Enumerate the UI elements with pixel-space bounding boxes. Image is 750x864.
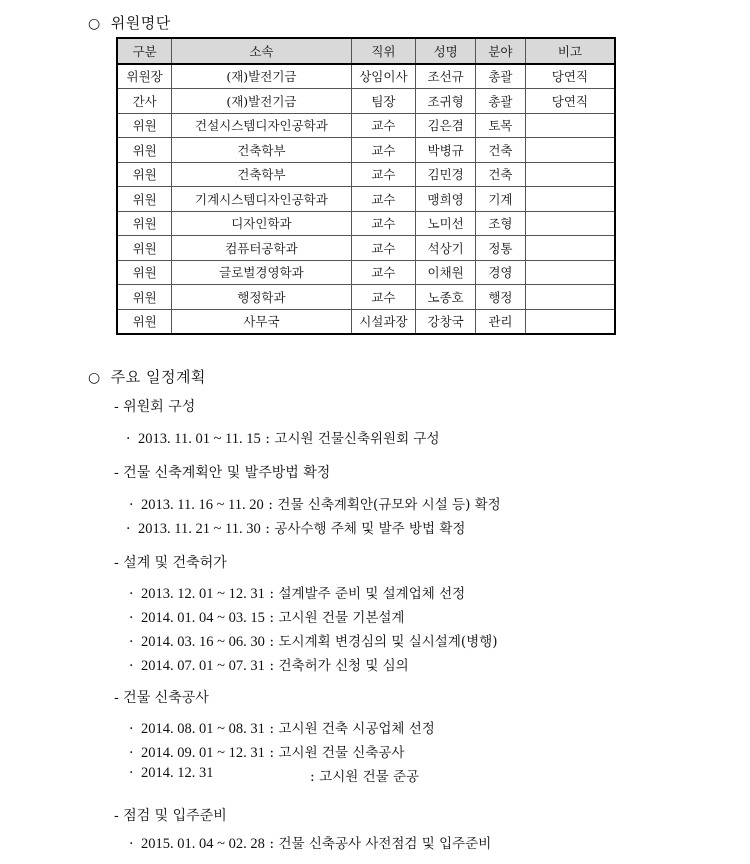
cell-category: 위원 bbox=[117, 309, 172, 334]
cell-name: 노종호 bbox=[416, 285, 476, 310]
schedule-description: 건축허가 신청 및 심의 bbox=[278, 658, 409, 674]
cell-position: 팀장 bbox=[351, 89, 416, 114]
dot-bullet-icon: · bbox=[129, 610, 134, 626]
dot-bullet-icon: · bbox=[129, 634, 134, 650]
cell-field: 관리 bbox=[476, 309, 526, 334]
schedule-description: 고시원 건물신축위원회 구성 bbox=[274, 431, 440, 447]
schedule-item bbox=[129, 606, 404, 627]
cell-name: 노미선 bbox=[416, 211, 476, 236]
cell-position: 상임이사 bbox=[351, 64, 416, 89]
cell-field: 기계 bbox=[476, 187, 526, 212]
header-field: 분야 bbox=[476, 38, 526, 64]
dot-bullet-icon: · bbox=[129, 721, 134, 737]
schedule-separator: : bbox=[269, 836, 275, 852]
cell-note bbox=[525, 138, 615, 163]
cell-position: 교수 bbox=[351, 162, 416, 187]
schedule-date: 2014. 09. 01 ~ 12. 31 bbox=[141, 745, 265, 761]
members-table bbox=[116, 37, 616, 335]
cell-affiliation: 건축학부 bbox=[172, 138, 351, 163]
schedule-heading: - 건물 신축계획안 및 발주방법 확정 bbox=[114, 465, 331, 481]
table-row bbox=[117, 309, 615, 334]
cell-name: 조귀형 bbox=[416, 89, 476, 114]
schedule-description: 설계발주 준비 및 설계업체 선정 bbox=[278, 586, 466, 602]
schedule-item bbox=[129, 741, 404, 762]
schedule-item bbox=[126, 427, 439, 448]
dot-bullet-icon: · bbox=[129, 586, 134, 602]
schedule-date: 2013. 11. 16 ~ 11. 20 bbox=[141, 497, 264, 513]
schedule-date: 2014. 08. 01 ~ 08. 31 bbox=[141, 721, 265, 737]
dot-bullet-icon: · bbox=[126, 431, 131, 447]
cell-affiliation: (재)발전기금 bbox=[172, 64, 351, 89]
cell-position: 교수 bbox=[351, 211, 416, 236]
schedule-description: 건물 신축계획안(규모와 시설 등) 확정 bbox=[277, 497, 501, 513]
cell-category: 위원 bbox=[117, 113, 172, 138]
circle-bullet-icon: ○ bbox=[88, 16, 101, 32]
cell-position: 교수 bbox=[351, 187, 416, 212]
dot-bullet-icon: · bbox=[129, 658, 134, 674]
schedule-item bbox=[129, 717, 435, 738]
cell-category: 위원 bbox=[117, 260, 172, 285]
header-name: 성명 bbox=[416, 38, 476, 64]
schedule-description: 건물 신축공사 사전점검 및 입주준비 bbox=[278, 836, 492, 852]
cell-name: 조선규 bbox=[416, 64, 476, 89]
cell-affiliation: 행정학과 bbox=[172, 285, 351, 310]
table-row bbox=[117, 64, 615, 89]
schedule-separator: : bbox=[265, 431, 270, 447]
cell-affiliation: 사무국 bbox=[172, 309, 351, 334]
schedule-description: 고시원 건물 기본설계 bbox=[278, 610, 405, 626]
cell-note bbox=[525, 187, 615, 212]
cell-name: 김민경 bbox=[416, 162, 476, 187]
schedule-separator: : bbox=[269, 658, 275, 674]
schedule-date: 2014. 01. 04 ~ 03. 15 bbox=[141, 610, 265, 626]
schedule-date: 2015. 01. 04 ~ 02. 28 bbox=[141, 836, 265, 852]
cell-note bbox=[525, 162, 615, 187]
schedule-item bbox=[129, 582, 465, 603]
cell-position: 시설과장 bbox=[351, 309, 416, 334]
cell-name: 석상기 bbox=[416, 236, 476, 261]
schedule-description: 고시원 건축 시공업체 선정 bbox=[278, 721, 435, 737]
cell-position: 교수 bbox=[351, 138, 416, 163]
section-title-text: 주요 일정계획 bbox=[110, 368, 206, 386]
cell-field: 토목 bbox=[476, 113, 526, 138]
schedule-separator: : bbox=[269, 721, 275, 737]
cell-affiliation: (재)발전기금 bbox=[172, 89, 351, 114]
schedule-separator: : bbox=[268, 497, 273, 513]
cell-position: 교수 bbox=[351, 113, 416, 138]
table-row bbox=[117, 211, 615, 236]
section-members-title bbox=[88, 12, 171, 33]
header-category: 구분 bbox=[117, 38, 172, 64]
header-position: 직위 bbox=[351, 38, 416, 64]
cell-name: 강창국 bbox=[416, 309, 476, 334]
schedule-date: 2013. 12. 01 ~ 12. 31 bbox=[141, 586, 265, 602]
dot-bullet-icon: · bbox=[129, 497, 134, 513]
schedule-separator: : bbox=[269, 586, 275, 602]
cell-affiliation: 컴퓨터공학과 bbox=[172, 236, 351, 261]
cell-field: 건축 bbox=[476, 138, 526, 163]
cell-name: 김은겸 bbox=[416, 113, 476, 138]
cell-category: 위원장 bbox=[117, 64, 172, 89]
table-row bbox=[117, 285, 615, 310]
table-row bbox=[117, 236, 615, 261]
section-schedule-title bbox=[88, 366, 206, 387]
table-row bbox=[117, 113, 615, 138]
cell-position: 교수 bbox=[351, 285, 416, 310]
schedule-date: 2014. 07. 01 ~ 07. 31 bbox=[141, 658, 265, 674]
cell-note bbox=[525, 260, 615, 285]
cell-category: 위원 bbox=[117, 211, 172, 236]
cell-field: 건축 bbox=[476, 162, 526, 187]
cell-note bbox=[525, 236, 615, 261]
dot-bullet-icon: · bbox=[129, 745, 134, 761]
dot-bullet-icon: · bbox=[126, 521, 131, 537]
cell-name: 맹희영 bbox=[416, 187, 476, 212]
cell-position: 교수 bbox=[351, 236, 416, 261]
header-note: 비고 bbox=[525, 38, 615, 64]
schedule-item bbox=[126, 517, 465, 538]
schedule-heading: - 위원회 구성 bbox=[114, 399, 196, 415]
schedule-date: 2014. 12. 31 bbox=[141, 765, 214, 781]
cell-note bbox=[525, 211, 615, 236]
cell-note bbox=[525, 285, 615, 310]
section-title-text: 위원명단 bbox=[110, 14, 171, 32]
header-affiliation: 소속 bbox=[172, 38, 351, 64]
cell-affiliation: 글로벌경영학과 bbox=[172, 260, 351, 285]
cell-field: 경영 bbox=[476, 260, 526, 285]
table-row bbox=[117, 89, 615, 114]
cell-category: 간사 bbox=[117, 89, 172, 114]
schedule-description: 도시계획 변경심의 및 실시설계(병행) bbox=[278, 634, 498, 650]
schedule-heading: - 설계 및 건축허가 bbox=[114, 555, 227, 571]
schedule-separator: : bbox=[269, 745, 275, 761]
schedule-item bbox=[129, 832, 491, 853]
cell-position: 교수 bbox=[351, 260, 416, 285]
schedule-item bbox=[129, 493, 501, 514]
cell-note: 당연직 bbox=[525, 89, 615, 114]
cell-field: 조형 bbox=[476, 211, 526, 236]
cell-field: 행정 bbox=[476, 285, 526, 310]
dot-bullet-icon: · bbox=[129, 836, 134, 852]
cell-category: 위원 bbox=[117, 138, 172, 163]
schedule-item bbox=[129, 654, 409, 675]
cell-note: 당연직 bbox=[525, 64, 615, 89]
table-row bbox=[117, 162, 615, 187]
cell-category: 위원 bbox=[117, 285, 172, 310]
cell-name: 이채원 bbox=[416, 260, 476, 285]
cell-affiliation: 건설시스템디자인공학과 bbox=[172, 113, 351, 138]
schedule-separator: : bbox=[265, 521, 270, 537]
schedule-item bbox=[129, 765, 214, 782]
schedule-description: 고시원 건물 준공 bbox=[319, 769, 420, 785]
circle-bullet-icon: ○ bbox=[88, 370, 101, 386]
schedule-separator: : bbox=[269, 634, 275, 650]
cell-note bbox=[525, 113, 615, 138]
dot-bullet-icon: · bbox=[129, 765, 134, 781]
schedule-description: 공사수행 주체 및 발주 방법 확정 bbox=[274, 521, 466, 537]
schedule-description: 고시원 건물 신축공사 bbox=[278, 745, 405, 761]
schedule-date: 2014. 03. 16 ~ 06. 30 bbox=[141, 634, 265, 650]
schedule-separator: : bbox=[310, 769, 315, 785]
schedule-date: 2013. 11. 21 ~ 11. 30 bbox=[138, 521, 261, 537]
cell-affiliation: 건축학부 bbox=[172, 162, 351, 187]
schedule-heading: - 점검 및 입주준비 bbox=[114, 808, 227, 824]
schedule-item bbox=[129, 630, 498, 651]
cell-affiliation: 기계시스템디자인공학과 bbox=[172, 187, 351, 212]
table-row bbox=[117, 260, 615, 285]
cell-category: 위원 bbox=[117, 236, 172, 261]
cell-note bbox=[525, 309, 615, 334]
cell-name: 박병규 bbox=[416, 138, 476, 163]
members-header-row bbox=[117, 38, 615, 64]
schedule-separator: : bbox=[269, 610, 275, 626]
table-row bbox=[117, 187, 615, 212]
cell-field: 총괄 bbox=[476, 89, 526, 114]
table-row bbox=[117, 138, 615, 163]
schedule-item-tail bbox=[310, 765, 419, 785]
cell-field: 정통 bbox=[476, 236, 526, 261]
cell-category: 위원 bbox=[117, 162, 172, 187]
cell-affiliation: 디자인학과 bbox=[172, 211, 351, 236]
cell-category: 위원 bbox=[117, 187, 172, 212]
schedule-heading: - 건물 신축공사 bbox=[114, 690, 209, 706]
schedule-date: 2013. 11. 01 ~ 11. 15 bbox=[138, 431, 261, 447]
cell-field: 총괄 bbox=[476, 64, 526, 89]
